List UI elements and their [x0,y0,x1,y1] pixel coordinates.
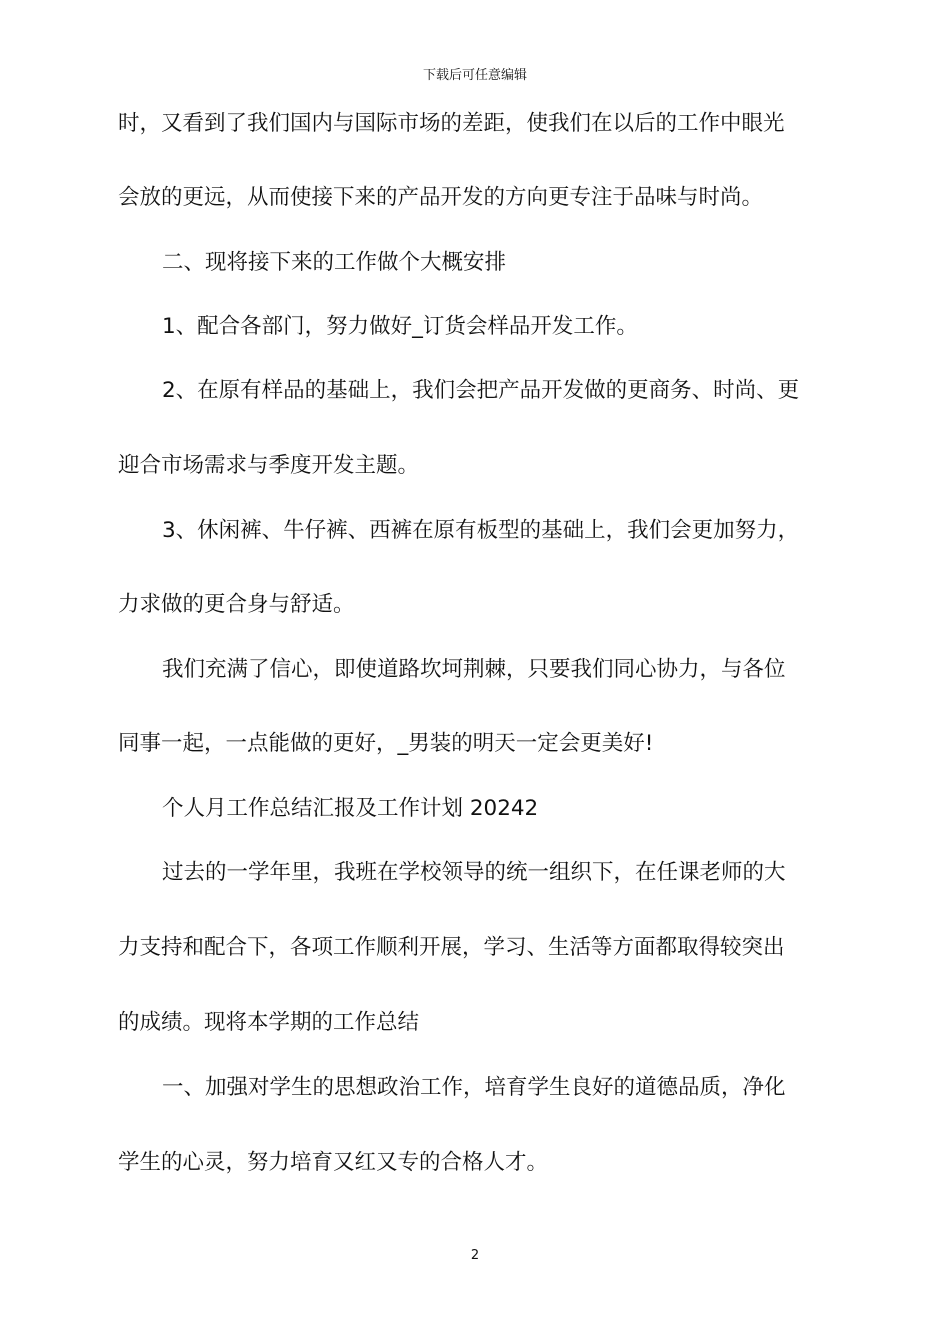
paragraph-line: 会放的更远，从而使接下来的产品开发的方向更专注于品味与时尚。 [118,185,764,210]
list-item: 3、休闲裤、牛仔裤、西裤在原有板型的基础上，我们会更加努力， [162,518,800,543]
paragraph-line: 我们充满了信心，即使道路坎坷荆棘，只要我们同心协力，与各位 [162,657,786,682]
document-title: 个人月工作总结汇报及工作计划 20242 [162,796,539,821]
paragraph-line: 力求做的更合身与舒适。 [118,592,355,617]
section-heading: 二、现将接下来的工作做个大概安排 [162,250,507,275]
paragraph-line: 过去的一学年里，我班在学校领导的统一组织下，在任课老师的大 [162,860,786,885]
paragraph-line: 学生的心灵，努力培育又红又专的合格人才。 [118,1150,549,1175]
paragraph-line: 时，又看到了我们国内与国际市场的差距，使我们在以后的工作中眼光 [118,111,785,136]
paragraph-line: 力支持和配合下，各项工作顺利开展，学习、生活等方面都取得较突出 [118,935,785,960]
list-item: 1、配合各部门，努力做好_订货会样品开发工作。 [162,314,638,339]
page-header: 下载后可任意编辑 [422,68,527,83]
section-heading: 一、加强对学生的思想政治工作，培育学生良好的道德品质，净化 [162,1075,786,1100]
paragraph-line: 迎合市场需求与季度开发主题。 [118,453,420,478]
page-number: 2 [470,1248,480,1263]
paragraph-line: 同事一起，一点能做的更好，_男装的明天一定会更美好! [118,731,654,756]
paragraph-line: 的成绩。现将本学期的工作总结 [118,1010,420,1035]
list-item: 2、在原有样品的基础上，我们会把产品开发做的更商务、时尚、更 [162,378,800,403]
